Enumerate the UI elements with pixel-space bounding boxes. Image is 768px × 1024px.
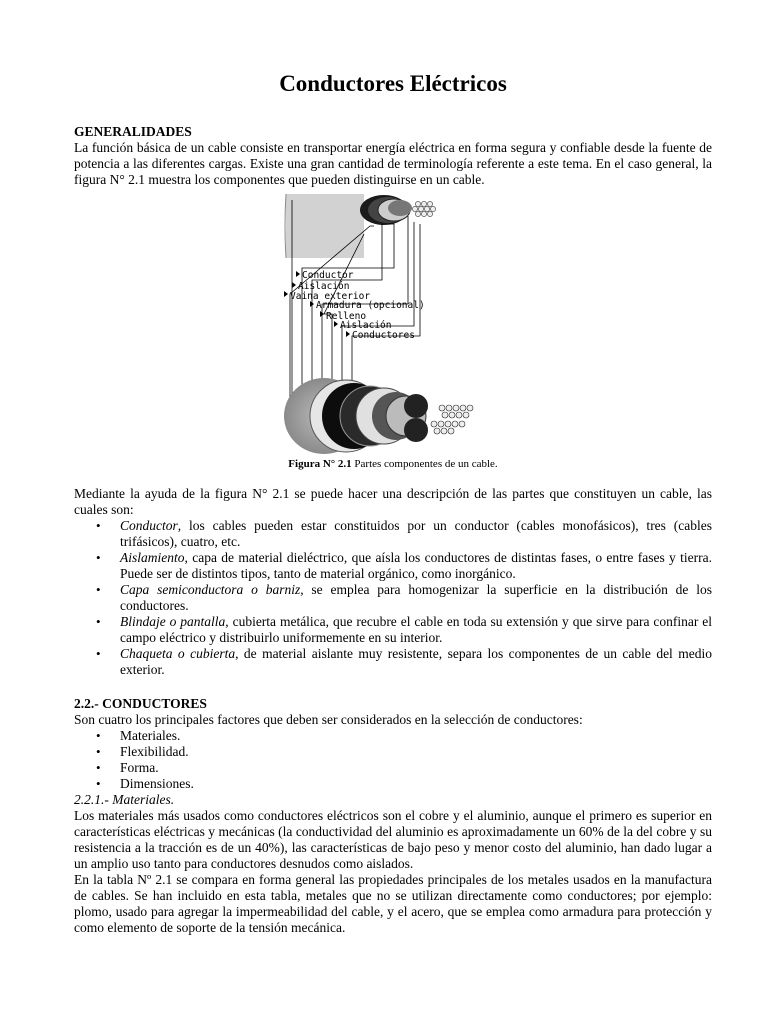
materiales-paragraph-2: En la tabla Nº 2.1 se compara en forma general las propiedades principales de los metales usados en la manufactura de cables. Se han incluido en esta tabla, metales que no se utilizan directamente como conductores; por ejemplo: plomo, usado para agregar la impermeabilidad del cable, y el acero, que se emplea como armadura para protección y como elemento de soporte de la tensión mecánica. [74, 872, 712, 935]
cable-components-figure [284, 194, 520, 456]
section-heading-generalidades: GENERALIDADES [74, 124, 192, 139]
descripcion-intro: Mediante la ayuda de la figura N° 2.1 se puede hacer una descripción de las partes que constituyen un cable, las cuales son: [74, 486, 712, 517]
bullet-icon: • [96, 760, 101, 775]
section-generalidades [74, 124, 712, 188]
figure-label-armadura: Armadura (opcional) [316, 300, 425, 311]
list-item [74, 646, 712, 678]
list-item-term: Chaqueta o cubierta [120, 646, 236, 661]
materiales-paragraph-1: Los materiales más usados como conductores eléctricos son el cobre y el aluminio, aunque el primero es superior en características eléctricas y mecánicas (la conductividad del aluminio es aproximadamente un 60% de la del cobre y su resistencia a la tracción es de un 40%), las características de bajo peso y menor costo del aluminio, han dado lugar a un amplio uso tanto para conductores desnudos como aislados. [74, 808, 712, 871]
list-item-term: Blindaje o pantalla [120, 614, 226, 629]
generalidades-paragraph: La función básica de un cable consiste en transportar energía eléctrica en forma segura y confiable desde la fuente de potencia a las diferentes cargas. Existe una gran cantidad de terminología referente a este tema. En el caso general, la figura N° 2.1 muestra los componentes que pueden distinguirse en un cable. [74, 140, 712, 187]
figure-caption [74, 457, 712, 471]
section-descripcion [74, 486, 712, 678]
list-item [74, 550, 712, 582]
list-item [74, 728, 712, 744]
figure-label-aislacion: Aislación [298, 281, 350, 292]
figure-caption-number: Figura N° 2.1 [288, 458, 352, 470]
list-item-text: , capa de material dieléctrico, que aísla los conductores de distintas fases, o entre fases y tierra. Puede ser de distintos tipos, tanto de material orgánico, como inorgánico. [120, 550, 712, 581]
page-title: Conductores Eléctricos [279, 71, 507, 96]
bullet-icon: • [96, 550, 101, 565]
bullet-icon: • [96, 646, 101, 661]
factors-list [74, 728, 712, 792]
conductores-intro: Son cuatro los principales factores que deben ser considerados en la selección de conductores: [74, 712, 583, 727]
bullet-icon: • [96, 518, 101, 533]
list-item-term: Capa semiconductora o barniz [120, 582, 301, 597]
components-list [74, 518, 712, 678]
list-item-text: , se emplea para homogenizar la superficie en la distribución de los conductores. [120, 582, 712, 613]
bullet-icon: • [96, 582, 101, 597]
figure-label-vaina-exterior: Vaina exterior [290, 291, 371, 302]
list-item-text: , cubierta metálica, que recubre el cable en toda su extensión y que sirve para confinar el campo eléctrico y distribuirlo uniformemente en su interior. [120, 614, 712, 645]
list-item-term: Conductor [120, 518, 178, 533]
list-item [74, 582, 712, 614]
factor-text: Materiales. [120, 728, 181, 743]
figure-label-relleno: Relleno [326, 311, 367, 322]
list-item-term: Aislamiento [120, 550, 185, 565]
figure-label-conductor: Conductor [302, 270, 354, 281]
figure-caption-text: Partes componentes de un cable. [351, 458, 498, 470]
list-item [74, 760, 712, 776]
factor-text: Forma. [120, 760, 159, 775]
factor-text: Dimensiones. [120, 776, 194, 791]
bullet-icon: • [96, 744, 101, 759]
section-heading-conductores: 2.2.- CONDUCTORES [74, 696, 207, 711]
list-item [74, 614, 712, 646]
subsection-heading-materiales: 2.2.1.- Materiales. [74, 792, 175, 807]
section-conductores [74, 696, 712, 936]
list-item-text: , de material aislante muy resistente, separa los componentes de un cable del medio exterior. [120, 646, 712, 677]
list-item [74, 744, 712, 760]
figure-label-aislacion-inner: Aislación [340, 320, 392, 331]
bullet-icon: • [96, 728, 101, 743]
factor-text: Flexibilidad. [120, 744, 189, 759]
cable-bottom-illustration [284, 378, 473, 454]
bullet-icon: • [96, 776, 101, 791]
list-item [74, 518, 712, 550]
list-item-text: , los cables pueden estar constituidos por un conductor (cables monofásicos), tres (cables trifásicos), cuatro, etc. [120, 518, 712, 549]
list-item [74, 776, 712, 792]
bullet-icon: • [96, 614, 101, 629]
cable-top-illustration [285, 194, 436, 258]
figure-label-conductores: Conductores [352, 330, 415, 341]
